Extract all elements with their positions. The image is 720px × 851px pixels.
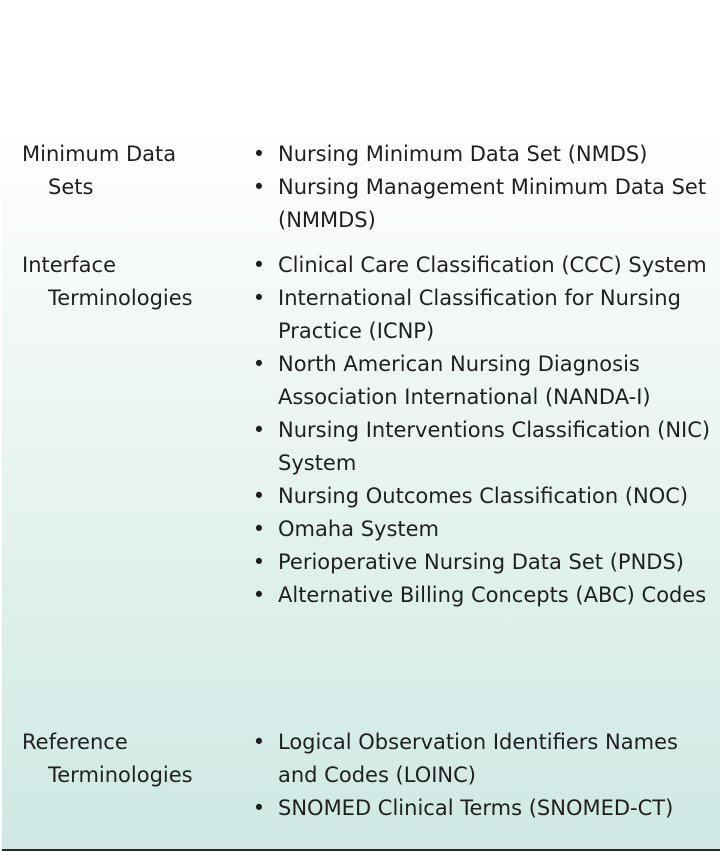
list-item-text: Perioperative Nursing Data Set (PNDS) [278,550,684,574]
row-label [22,138,237,204]
list-item [252,171,712,237]
bullet-icon: • [252,286,266,310]
list-item [252,513,712,546]
row-label-line2: Terminologies [48,286,193,310]
list-item-text: Omaha System [278,517,440,541]
bullet-icon: • [252,418,266,442]
row-label [22,726,237,792]
list-item-text: Nursing Interventions Classification (NIC) System [278,418,711,475]
bullet-icon: • [252,550,266,574]
list-item [252,792,712,825]
list-item-text: International Classification for Nursing Practice (ICNP) [278,286,681,343]
list-item-text: Nursing Management Minimum Data Set (NMMDS) [278,175,707,232]
list-item [252,726,712,792]
row-label-line2: Sets [48,175,94,199]
list-item-text: Clinical Care Classification (CCC) System [278,253,707,277]
list-item-text: Nursing Outcomes Classification (NOC) [278,484,689,508]
bullet-icon: • [252,175,266,199]
list-item-text: SNOMED Clinical Terms (SNOMED-CT) [278,796,674,820]
list-item [252,348,712,414]
row-label [22,249,237,315]
row-label-line2: Terminologies [48,763,193,787]
row-label-line1: Reference [22,730,128,754]
list-item [252,282,712,348]
list-item [252,579,712,612]
bullet-icon: • [252,583,266,607]
bullet-icon: • [252,253,266,277]
bullet-icon: • [252,142,266,166]
item-list [252,138,712,237]
list-item [252,546,712,579]
bullet-icon: • [252,730,266,754]
item-list [252,726,712,825]
list-item [252,249,712,282]
list-item-text: Nursing Minimum Data Set (NMDS) [278,142,648,166]
row-label-line1: Minimum Data [22,142,177,166]
list-item-text: Alternative Billing Concepts (ABC) Codes [278,583,707,607]
list-item-text: Logical Observation Identifiers Names and Codes (LOINC) [278,730,678,787]
list-item [252,480,712,513]
terminology-table [2,125,720,851]
item-list [252,249,712,612]
bullet-icon: • [252,796,266,820]
row-label-line1: Interface [22,253,117,277]
list-item-text: North American Nursing Diagnosis Association International (NANDA-I) [278,352,651,409]
bullet-icon: • [252,352,266,376]
bullet-icon: • [252,484,266,508]
list-item [252,138,712,171]
bullet-icon: • [252,517,266,541]
list-item [252,414,712,480]
